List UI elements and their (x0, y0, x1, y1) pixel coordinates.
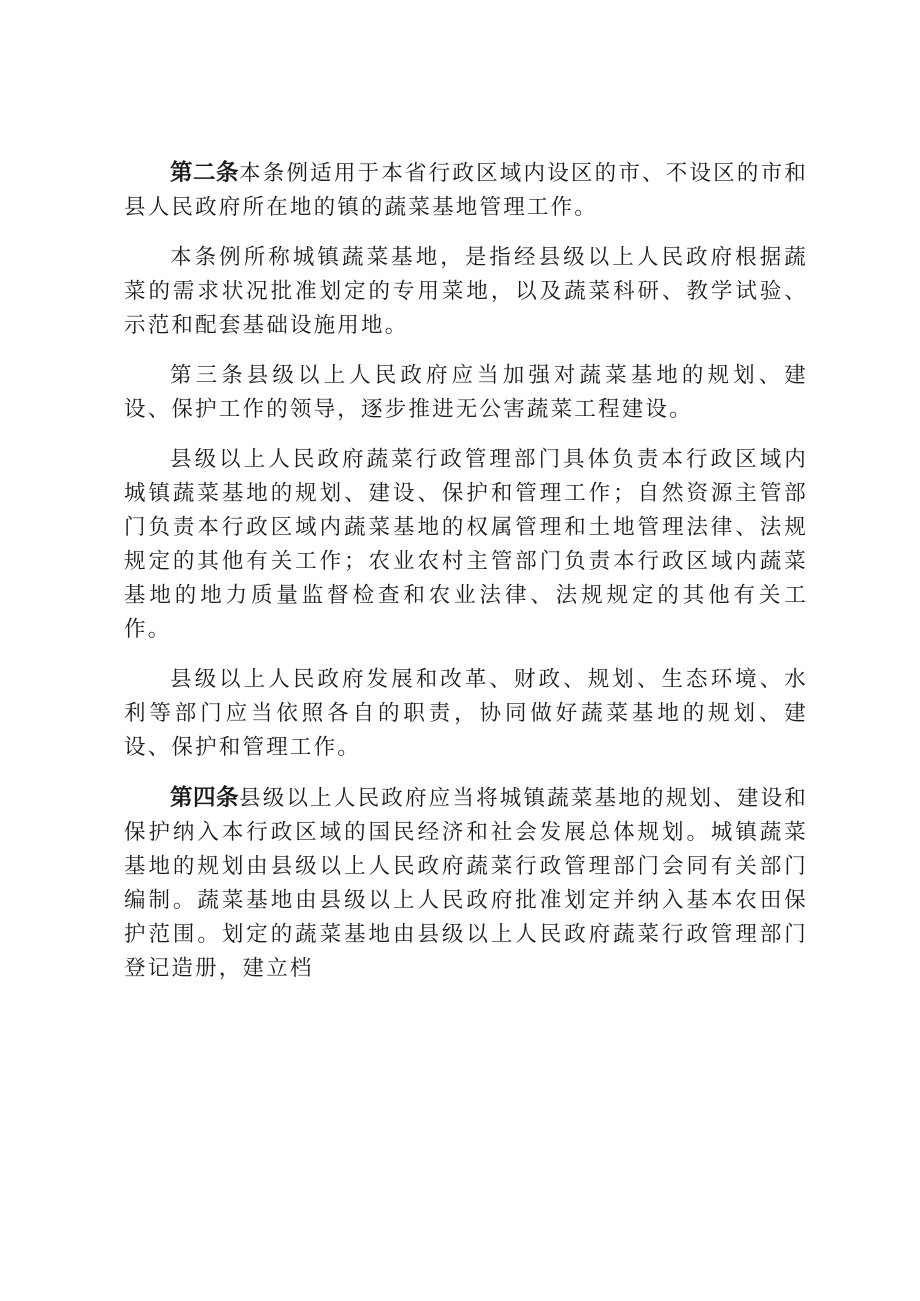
paragraph-article-2 (124, 156, 808, 225)
article-heading: 第四条 (170, 785, 240, 811)
paragraph-text: 县级以上人民政府发展和改革、财政、规划、生态环境、水利等部门应当依照各自的职责，协同做好蔬菜基地的规划、建设、保护和管理工作。 (124, 667, 808, 760)
paragraph-text: 本条例适用于本省行政区域内设区的市、不设区的市和县人民政府所在地的镇的蔬菜基地管理工作。 (124, 161, 808, 220)
paragraph-text: 本条例所称城镇蔬菜基地，是指经县级以上人民政府根据蔬菜的需求状况批准划定的专用菜地，以及蔬菜科研、教学试验、示范和配套基础设施用地。 (124, 245, 808, 338)
paragraph-coordination (124, 663, 808, 765)
paragraph-text: 县级以上人民政府蔬菜行政管理部门具体负责本行政区域内城镇蔬菜基地的规划、建设、保护和管理工作；自然资源主管部门负责本行政区域内蔬菜基地的权属管理和土地管理法律、法规规定的其他有关工作；农业农村主管部门负责本行政区域内蔬菜基地的地力质量监督检查和农业法律、法规规定的其他有关工作。 (124, 447, 808, 642)
document-page (124, 156, 808, 1002)
paragraph-definition (124, 241, 808, 343)
paragraph-responsibilities (124, 443, 808, 647)
paragraph-text: 第三条县级以上人民政府应当加强对蔬菜基地的规划、建设、保护工作的领导，逐步推进无公害蔬菜工程建设。 (124, 363, 808, 422)
paragraph-article-4 (124, 781, 808, 986)
paragraph-article-3 (124, 359, 808, 427)
article-heading: 第二条 (170, 160, 240, 186)
paragraph-text: 县级以上人民政府应当将城镇蔬菜基地的规划、建设和保护纳入本行政区域的国民经济和社会发展总体规划。城镇蔬菜基地的规划由县级以上人民政府蔬菜行政管理部门会同有关部门编制。蔬菜基地由县级以上人民政府批准划定并纳入基本农田保护范围。划定的蔬菜基地由县级以上人民政府蔬菜行政管理部门登记造册，建立档 (124, 786, 808, 981)
